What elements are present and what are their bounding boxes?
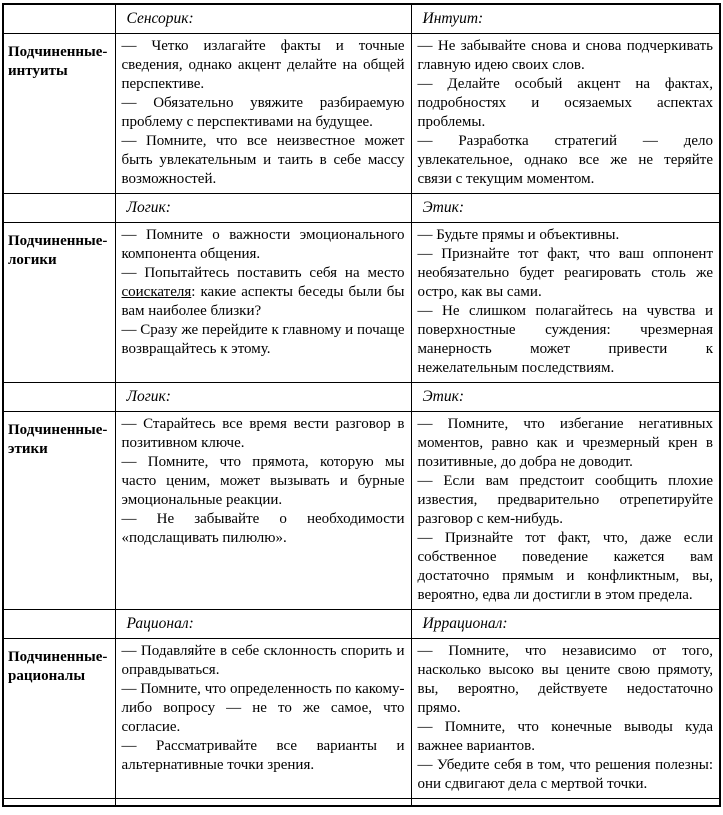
underlined-word: соискателя — [121, 284, 192, 300]
empty-label-cell — [3, 383, 115, 412]
advice-item: — Четко излагайте факты и точные сведения, однако акцент делайте на общей перспективе. — [121, 38, 405, 92]
advice-item: — Разработка стратегий — дело увлекательное, однако все же не теряйте связи с текущим моментом. — [417, 133, 713, 187]
advice-cell-right — [411, 412, 720, 610]
advice-item: — Сразу же перейдите к главному и почаще возвращайтесь к этому. — [121, 322, 405, 357]
advice-item: — Убедите себя в том, что решения полезны: они сдвигают дела с мертвой точки. — [417, 757, 713, 792]
advice-item: — Признайте тот факт, что, даже если собственное поведение кажется вам достаточно прямым и конфликтным, вы, вероятно, едва ли достигли в этом предела. — [417, 530, 713, 603]
advice-cell-right — [411, 639, 720, 799]
type-header-right: Этик: — [411, 194, 720, 223]
advice-text: : какие аспекты беседы были бы вам наиболее близки? — [121, 284, 405, 319]
advice-item: — Не забывайте снова и снова подчеркивать главную идею своих слов. — [417, 38, 713, 73]
advice-cell-right — [411, 223, 720, 383]
advice-item: — Помните, что избегание негативных моментов, равно как и чрезмерный крен в позитивные, до добра не доводит. — [417, 416, 713, 470]
advice-text: — Попытайтесь поставить себя на место — [121, 265, 405, 281]
advice-item: — Признайте тот факт, что ваш оппонент необязательно будет реагировать столь же остро, как вы сами. — [417, 246, 713, 300]
empty-label-cell — [3, 610, 115, 639]
type-header-right: Интуит: — [411, 4, 720, 34]
advice-cell-left — [115, 34, 411, 194]
type-header-left: Сенсорик: — [115, 4, 411, 34]
section-2-body-row — [3, 223, 720, 383]
advice-table — [2, 3, 721, 807]
empty-label-cell — [3, 4, 115, 34]
advice-item — [122, 264, 405, 321]
advice-cell-right — [411, 34, 720, 194]
advice-item: — Помните, что прямота, которую мы часто ценим, может вызывать и бурные эмоциональные реакции. — [121, 454, 405, 508]
empty-cell — [3, 799, 115, 807]
section-3-header-row — [3, 383, 720, 412]
advice-item: — Обязательно увяжите разбираемую проблему с перспективами на будущее. — [121, 95, 405, 130]
empty-label-cell — [3, 194, 115, 223]
advice-cell-left — [115, 223, 411, 383]
section-1-body-row — [3, 34, 720, 194]
advice-item: — Если вам предстоит сообщить плохие известия, предварительно отрепетируйте разговор с кем-нибудь. — [417, 473, 713, 527]
section-4-header-row — [3, 610, 720, 639]
advice-item: — Помните о важности эмоционального компонента общения. — [121, 227, 405, 262]
advice-item: — Не забывайте о необходимости «подслащивать пилюлю». — [121, 511, 405, 546]
section-1-header-row — [3, 4, 720, 34]
advice-item: — Рассматривайте все варианты и альтернативные точки зрения. — [121, 738, 405, 773]
type-header-left: Логик: — [115, 194, 411, 223]
row-label: Подчиненные-интуиты — [3, 34, 115, 194]
row-label: Подчиненные-рационалы — [3, 639, 115, 799]
type-header-left: Рационал: — [115, 610, 411, 639]
advice-item: — Помните, что все неизвестное может быть увлекательным и таить в себе массу возможностей. — [121, 133, 405, 187]
advice-item: — Подавляйте в себе склонность спорить и оправдываться. — [121, 643, 405, 678]
advice-item: — Помните, что определенность по какому-либо вопросу — не то же самое, что согласие. — [121, 681, 405, 735]
advice-item: — Будьте прямы и объективны. — [417, 227, 620, 243]
row-label: Подчиненные-этики — [3, 412, 115, 610]
advice-cell-left — [115, 639, 411, 799]
advice-item: — Делайте особый акцент на фактах, подробностях и осязаемых аспектах проблемы. — [417, 76, 713, 130]
section-4-body-row — [3, 639, 720, 799]
row-label: Подчиненные-логики — [3, 223, 115, 383]
section-3-body-row — [3, 412, 720, 610]
empty-cell — [115, 799, 411, 807]
advice-item: — Старайтесь все время вести разговор в позитивном ключе. — [121, 416, 405, 451]
section-2-header-row — [3, 194, 720, 223]
advice-item: — Не слишком полагайтесь на чувства и поверхностные суждения: чрезмерная манерность может привести к нежелательным последствиям. — [417, 303, 713, 376]
type-header-right: Этик: — [411, 383, 720, 412]
partial-next-row — [3, 799, 720, 807]
advice-cell-left — [115, 412, 411, 610]
type-header-left: Логик: — [115, 383, 411, 412]
advice-item: — Помните, что независимо от того, насколько высоко вы цените свою прямоту, вы, вероятно, действуете недостаточно прямо. — [417, 643, 713, 716]
type-header-right: Иррационал: — [411, 610, 720, 639]
advice-item: — Помните, что конечные выводы куда важнее вариантов. — [417, 719, 713, 754]
empty-cell — [411, 799, 720, 807]
